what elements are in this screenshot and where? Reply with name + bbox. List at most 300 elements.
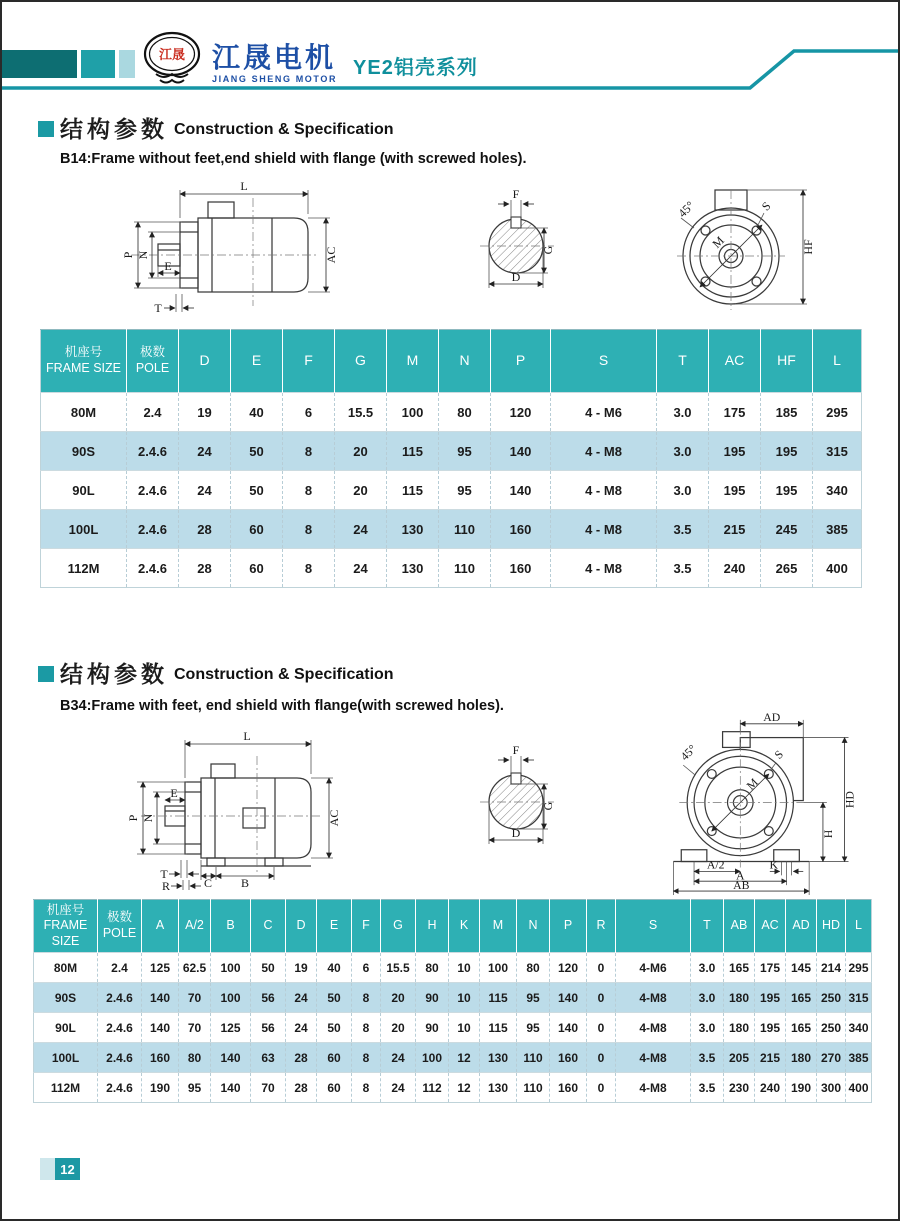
cell: 8 xyxy=(283,549,335,588)
header-cell: G xyxy=(381,900,416,953)
cell: 20 xyxy=(335,432,387,471)
cell: 180 xyxy=(724,983,755,1013)
extension-lines xyxy=(134,190,330,312)
cell: 8 xyxy=(283,432,335,471)
cell: 95 xyxy=(439,432,491,471)
header-frame-en: FRAME SIZE xyxy=(45,361,121,375)
cell: 24 xyxy=(286,983,317,1013)
cell: 2.4.6 xyxy=(127,549,179,588)
cell: 130 xyxy=(387,510,439,549)
cell: 19 xyxy=(179,393,231,432)
table-row xyxy=(34,983,872,1013)
cell: 125 xyxy=(211,1013,251,1043)
cell: 120 xyxy=(491,393,551,432)
cell: 112 xyxy=(416,1073,449,1103)
cell: 0 xyxy=(587,1043,616,1073)
cell: 2.4.6 xyxy=(98,1073,142,1103)
cell: 2.4 xyxy=(127,393,179,432)
cell: 100L xyxy=(41,510,127,549)
header-cell: N xyxy=(439,330,491,393)
header-pole-cn: 极数 xyxy=(106,910,132,925)
cell: 90L xyxy=(41,471,127,510)
cell: 8 xyxy=(283,510,335,549)
dim-label-l: L xyxy=(240,179,248,193)
header-block-teal xyxy=(81,50,115,78)
dim-label-a: A xyxy=(736,868,745,883)
cell: 24 xyxy=(179,471,231,510)
section1-title xyxy=(38,118,394,141)
cell: 4 - M8 xyxy=(551,471,657,510)
cell: 4 - M8 xyxy=(551,549,657,588)
cell: 10 xyxy=(449,1013,480,1043)
cell: 60 xyxy=(231,510,283,549)
b14-shaft-section-drawing xyxy=(442,186,592,298)
cell: 100 xyxy=(416,1043,449,1073)
dim-label-h: H xyxy=(820,829,835,839)
cell: 95 xyxy=(179,1073,211,1103)
cell: 4-M8 xyxy=(616,983,691,1013)
cell: 205 xyxy=(724,1043,755,1073)
cell: 2.4.6 xyxy=(98,1043,142,1073)
cell: 140 xyxy=(142,1013,179,1043)
header-cell: A/2 xyxy=(179,900,211,953)
dim-label-g: G xyxy=(541,245,555,255)
cell: 140 xyxy=(550,983,587,1013)
dim-label-e: E xyxy=(170,786,178,800)
cell: 6 xyxy=(283,393,335,432)
cell: 24 xyxy=(335,510,387,549)
cell: 140 xyxy=(491,471,551,510)
cell: 90S xyxy=(41,432,127,471)
section-bullet-square xyxy=(38,121,54,137)
dim-label-a2: A/2 xyxy=(706,857,725,872)
cell: 130 xyxy=(480,1073,517,1103)
cell: 80M xyxy=(34,953,98,983)
cell: 300 xyxy=(817,1073,846,1103)
cell: 215 xyxy=(755,1043,786,1073)
cell: 4-M8 xyxy=(616,1073,691,1103)
cell: 180 xyxy=(724,1013,755,1043)
dim-label-t: T xyxy=(160,867,168,881)
dim-label-45deg: 45° xyxy=(677,741,700,764)
header-cell: L xyxy=(813,330,862,393)
shaft-outline xyxy=(489,773,543,829)
table-header-row xyxy=(34,900,872,953)
header-cell: B xyxy=(211,900,251,953)
cell: 160 xyxy=(491,510,551,549)
cell: 140 xyxy=(211,1043,251,1073)
cell: 195 xyxy=(709,432,761,471)
center-lines xyxy=(141,756,321,872)
cell: 8 xyxy=(352,983,381,1013)
section2-title-cn: 结构参数 xyxy=(60,661,168,687)
cell: 6 xyxy=(352,953,381,983)
header-cell xyxy=(127,330,179,393)
page-footer xyxy=(40,1158,80,1180)
cell: 3.0 xyxy=(657,471,709,510)
cell: 50 xyxy=(317,983,352,1013)
cell: 190 xyxy=(786,1073,817,1103)
header-cell: L xyxy=(846,900,872,953)
dim-label-45deg: 45° xyxy=(675,198,698,221)
cell: 70 xyxy=(179,1013,211,1043)
cell: 110 xyxy=(439,510,491,549)
cell: 28 xyxy=(179,549,231,588)
cell: 140 xyxy=(142,983,179,1013)
dim-label-s: S xyxy=(758,198,774,214)
dim-label-p: P xyxy=(121,251,135,259)
cell: 3.5 xyxy=(691,1043,724,1073)
cell: 3.0 xyxy=(691,953,724,983)
cell: 10 xyxy=(449,953,480,983)
header-cell: HD xyxy=(817,900,846,953)
cell: 340 xyxy=(813,471,862,510)
header-cell: AB xyxy=(724,900,755,953)
dim-label-n: N xyxy=(136,250,150,260)
dimension-lines xyxy=(143,744,329,886)
header-cell: E xyxy=(231,330,283,393)
header-frame-cn: 机座号 xyxy=(64,345,103,360)
cell: 8 xyxy=(283,471,335,510)
cell: 130 xyxy=(480,1043,517,1073)
cell: 8 xyxy=(352,1013,381,1043)
dimension-lines xyxy=(138,194,326,308)
cell: 3.0 xyxy=(657,393,709,432)
dim-label-m: M xyxy=(709,233,727,251)
b34-spec-table xyxy=(33,899,872,1103)
motor-outline xyxy=(158,202,308,292)
header-cell: AC xyxy=(709,330,761,393)
cell: 3.5 xyxy=(657,549,709,588)
dim-label-hf: HF xyxy=(801,239,815,255)
cell: 240 xyxy=(755,1073,786,1103)
cell: 60 xyxy=(317,1073,352,1103)
header-cell: P xyxy=(491,330,551,393)
section2-subtitle: B34:Frame with feet, end shield with flange(with screwed holes). xyxy=(60,698,504,714)
series-title: YE2铝壳系列 xyxy=(353,57,478,79)
cell: 50 xyxy=(231,471,283,510)
cell: 19 xyxy=(286,953,317,983)
cell: 0 xyxy=(587,1013,616,1043)
motor-outline xyxy=(165,764,311,866)
cell: 56 xyxy=(251,1013,286,1043)
dim-label-ac: AC xyxy=(327,809,341,827)
cell: 63 xyxy=(251,1043,286,1073)
cell: 80M xyxy=(41,393,127,432)
cell: 130 xyxy=(387,549,439,588)
cell: 100 xyxy=(480,953,517,983)
cell: 112M xyxy=(34,1073,98,1103)
cell: 2.4.6 xyxy=(127,471,179,510)
cell: 4-M6 xyxy=(616,953,691,983)
dim-label-t: T xyxy=(154,301,162,315)
section1-title-en: Construction & Specification xyxy=(174,121,394,138)
shaft-outline xyxy=(489,217,543,273)
cell: 15.5 xyxy=(335,393,387,432)
cell: 385 xyxy=(846,1043,872,1073)
cell: 24 xyxy=(286,1013,317,1043)
b34-shaft-section-drawing xyxy=(442,742,592,854)
cell: 20 xyxy=(381,983,416,1013)
header-cell xyxy=(34,900,98,953)
header-block-pale xyxy=(119,50,135,78)
cell: 50 xyxy=(317,1013,352,1043)
cell: 24 xyxy=(335,549,387,588)
cell: 400 xyxy=(846,1073,872,1103)
header-cell: R xyxy=(587,900,616,953)
cell: 115 xyxy=(480,983,517,1013)
cell: 2.4.6 xyxy=(127,510,179,549)
header-cell xyxy=(98,900,142,953)
cell: 195 xyxy=(761,432,813,471)
cell: 120 xyxy=(550,953,587,983)
table-row xyxy=(34,953,872,983)
header-frame-cn: 机座号 xyxy=(46,902,85,917)
cell: 70 xyxy=(251,1073,286,1103)
cell: 3.0 xyxy=(657,432,709,471)
cell: 100 xyxy=(211,983,251,1013)
header-pole-en: POLE xyxy=(135,361,170,375)
dim-label-m: M xyxy=(743,775,761,793)
header-cell: F xyxy=(283,330,335,393)
cell: 195 xyxy=(761,471,813,510)
cell: 62.5 xyxy=(179,953,211,983)
cell: 4 - M8 xyxy=(551,510,657,549)
cell: 100 xyxy=(211,953,251,983)
center-lines xyxy=(132,198,318,306)
cell: 340 xyxy=(846,1013,872,1043)
cell: 185 xyxy=(761,393,813,432)
section1-subtitle: B14:Frame without feet,end shield with flange (with screwed holes). xyxy=(60,151,527,167)
table-header-row xyxy=(41,330,862,393)
brand-name-en: JIANG SHENG MOTOR xyxy=(212,74,338,84)
cell: 80 xyxy=(416,953,449,983)
header-pole-en: POLE xyxy=(102,926,137,940)
header-cell: N xyxy=(517,900,550,953)
table-row xyxy=(34,1073,872,1103)
logo-seal-text: 江晟 xyxy=(158,47,186,62)
cell: 160 xyxy=(142,1043,179,1073)
section2-title xyxy=(38,663,394,686)
cell: 250 xyxy=(817,1013,846,1043)
cell: 245 xyxy=(761,510,813,549)
cell: 40 xyxy=(317,953,352,983)
page-number: 12 xyxy=(55,1158,80,1180)
brand-area xyxy=(142,30,478,86)
header-block-dark xyxy=(2,50,77,78)
cell: 140 xyxy=(550,1013,587,1043)
b34-front-view-drawing xyxy=(644,712,872,895)
header-cell: E xyxy=(317,900,352,953)
cell: 2.4.6 xyxy=(98,1013,142,1043)
cell: 2.4.6 xyxy=(98,983,142,1013)
header-cell: D xyxy=(286,900,317,953)
cell: 3.0 xyxy=(691,1013,724,1043)
cell: 180 xyxy=(786,1043,817,1073)
cell: 160 xyxy=(550,1073,587,1103)
cell: 8 xyxy=(352,1073,381,1103)
cell: 3.0 xyxy=(691,983,724,1013)
cell: 100L xyxy=(34,1043,98,1073)
table-row xyxy=(41,432,862,471)
cell: 2.4.6 xyxy=(127,432,179,471)
brand-name-cn: 江晟电机 xyxy=(212,42,337,73)
cell: 240 xyxy=(709,549,761,588)
cell: 60 xyxy=(231,549,283,588)
header-cell: G xyxy=(335,330,387,393)
cell: 0 xyxy=(587,953,616,983)
cell: 175 xyxy=(755,953,786,983)
cell: 28 xyxy=(286,1073,317,1103)
cell: 295 xyxy=(846,953,872,983)
dim-label-ad: AD xyxy=(763,712,781,724)
header-cell xyxy=(41,330,127,393)
cell: 3.5 xyxy=(691,1073,724,1103)
b14-front-view-drawing xyxy=(637,182,822,314)
header-frame-en1: FRAME xyxy=(43,918,88,933)
cell: 385 xyxy=(813,510,862,549)
cell: 70 xyxy=(179,983,211,1013)
cell: 50 xyxy=(231,432,283,471)
dim-label-g: G xyxy=(541,801,555,811)
cell: 195 xyxy=(755,1013,786,1043)
header-cell: P xyxy=(550,900,587,953)
cell: 215 xyxy=(709,510,761,549)
b34-side-view-drawing xyxy=(107,726,349,896)
dim-label-l: L xyxy=(243,729,251,743)
cell: 12 xyxy=(449,1043,480,1073)
cell: 315 xyxy=(813,432,862,471)
dim-label-b: B xyxy=(240,876,250,890)
cell: 100 xyxy=(387,393,439,432)
cell: 4-M8 xyxy=(616,1013,691,1043)
cell: 15.5 xyxy=(381,953,416,983)
cell: 165 xyxy=(724,953,755,983)
header-cell: M xyxy=(387,330,439,393)
header-cell: A xyxy=(142,900,179,953)
header-cell: M xyxy=(480,900,517,953)
dim-label-c: C xyxy=(203,876,213,890)
cell: 8 xyxy=(352,1043,381,1073)
dim-label-k: K xyxy=(769,857,779,872)
cell: 110 xyxy=(439,549,491,588)
dim-label-ab: AB xyxy=(733,878,750,893)
cell: 4 - M6 xyxy=(551,393,657,432)
cell: 295 xyxy=(813,393,862,432)
dim-label-d: D xyxy=(511,826,521,840)
cell: 95 xyxy=(517,1013,550,1043)
cell: 0 xyxy=(587,1073,616,1103)
cell: 214 xyxy=(817,953,846,983)
cell: 56 xyxy=(251,983,286,1013)
header-cell: T xyxy=(691,900,724,953)
cell: 90S xyxy=(34,983,98,1013)
company-logo-icon xyxy=(142,30,204,86)
footer-accent-square xyxy=(40,1158,55,1180)
cell: 80 xyxy=(439,393,491,432)
dim-label-e: E xyxy=(164,259,172,273)
cell: 190 xyxy=(142,1073,179,1103)
header-cell: AD xyxy=(786,900,817,953)
cell: 400 xyxy=(813,549,862,588)
table-row xyxy=(34,1013,872,1043)
brand-text xyxy=(212,44,337,86)
cell: 165 xyxy=(786,1013,817,1043)
header-cell: H xyxy=(416,900,449,953)
cell: 3.5 xyxy=(657,510,709,549)
cell: 4 - M8 xyxy=(551,432,657,471)
dim-label-d: D xyxy=(511,270,521,284)
b14-side-view-drawing xyxy=(102,178,342,318)
cell: 90 xyxy=(416,983,449,1013)
cell: 80 xyxy=(517,953,550,983)
dim-label-ac: AC xyxy=(324,246,338,264)
cell: 160 xyxy=(550,1043,587,1073)
cell: 10 xyxy=(449,983,480,1013)
cell: 315 xyxy=(846,983,872,1013)
dim-label-n: N xyxy=(141,813,155,823)
table-row xyxy=(41,549,862,588)
cell: 95 xyxy=(439,471,491,510)
cell: 140 xyxy=(211,1073,251,1103)
header-cell: F xyxy=(352,900,381,953)
dim-label-f: F xyxy=(512,743,520,757)
cell: 40 xyxy=(231,393,283,432)
table-row xyxy=(41,393,862,432)
cell: 24 xyxy=(381,1073,416,1103)
cell: 20 xyxy=(381,1013,416,1043)
cell: 145 xyxy=(786,953,817,983)
section2-title-en: Construction & Specification xyxy=(174,666,394,683)
cell: 24 xyxy=(381,1043,416,1073)
b14-spec-table xyxy=(40,329,862,588)
cell: 175 xyxy=(709,393,761,432)
cell: 165 xyxy=(786,983,817,1013)
header-cell: AC xyxy=(755,900,786,953)
cell: 110 xyxy=(517,1073,550,1103)
header-cell: T xyxy=(657,330,709,393)
cell: 112M xyxy=(41,549,127,588)
cell: 0 xyxy=(587,983,616,1013)
header-pole-cn: 极数 xyxy=(139,345,165,360)
cell: 2.4 xyxy=(98,953,142,983)
cell: 60 xyxy=(317,1043,352,1073)
dim-label-hd: HD xyxy=(842,791,857,809)
header-cell: C xyxy=(251,900,286,953)
cell: 95 xyxy=(517,983,550,1013)
cell: 115 xyxy=(387,471,439,510)
cell: 230 xyxy=(724,1073,755,1103)
cell: 50 xyxy=(251,953,286,983)
header-cell: S xyxy=(616,900,691,953)
header-cell: S xyxy=(551,330,657,393)
cell: 250 xyxy=(817,983,846,1013)
cell: 270 xyxy=(817,1043,846,1073)
dim-label-r: R xyxy=(161,879,171,893)
section1-title-cn: 结构参数 xyxy=(60,116,168,142)
cell: 110 xyxy=(517,1043,550,1073)
dim-label-f: F xyxy=(512,187,520,201)
header-cell: D xyxy=(179,330,231,393)
table-row xyxy=(34,1043,872,1073)
cell: 140 xyxy=(491,432,551,471)
cell: 90L xyxy=(34,1013,98,1043)
cell: 90 xyxy=(416,1013,449,1043)
cell: 195 xyxy=(755,983,786,1013)
cell: 115 xyxy=(480,1013,517,1043)
cell: 160 xyxy=(491,549,551,588)
cell: 125 xyxy=(142,953,179,983)
